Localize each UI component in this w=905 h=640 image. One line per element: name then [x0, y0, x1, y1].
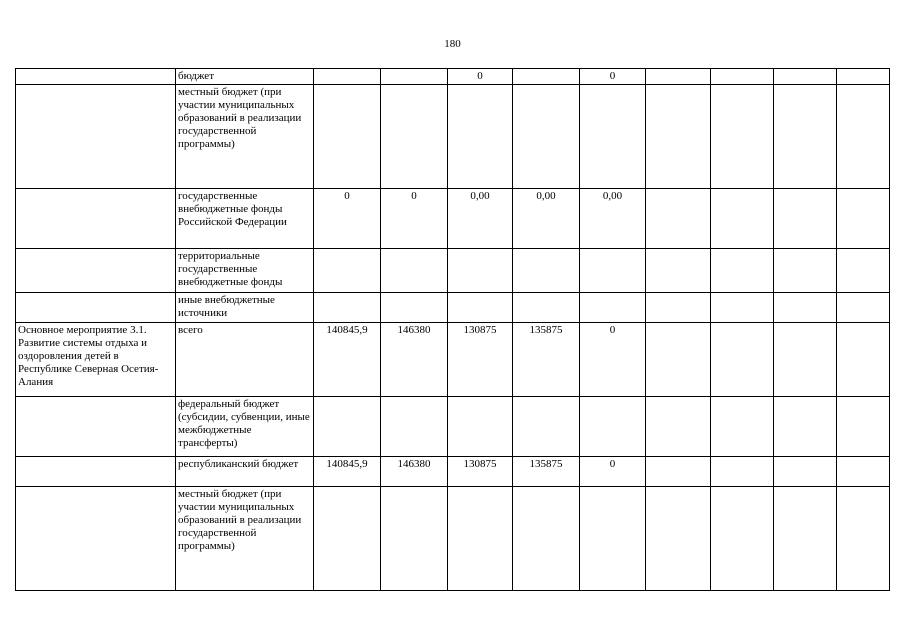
table-row — [16, 249, 890, 293]
value-cell — [711, 249, 774, 293]
value-cell: 0 — [580, 323, 646, 397]
page-number: 180 — [444, 38, 461, 50]
value-cell — [774, 457, 837, 487]
value-cell: 0,00 — [448, 189, 513, 249]
value-cell — [314, 85, 381, 189]
value-cell: 135875 — [513, 457, 580, 487]
event-cell — [16, 85, 176, 189]
value-cell — [314, 69, 381, 85]
budget-table — [15, 68, 890, 591]
value-cell — [513, 487, 580, 591]
value-cell — [774, 85, 837, 189]
value-cell — [774, 323, 837, 397]
table-row — [16, 69, 890, 85]
value-cell — [774, 189, 837, 249]
funding-source-cell: территориальные государственные внебюджетные фонды — [176, 249, 314, 293]
funding-source-cell: бюджет — [176, 69, 314, 85]
value-cell — [837, 85, 890, 189]
value-cell — [448, 85, 513, 189]
value-cell — [646, 69, 711, 85]
table-row — [16, 189, 890, 249]
funding-source-cell: государственные внебюджетные фонды Российской Федерации — [176, 189, 314, 249]
value-cell — [646, 249, 711, 293]
value-cell — [711, 323, 774, 397]
value-cell: 0 — [580, 457, 646, 487]
value-cell — [513, 69, 580, 85]
value-cell — [774, 249, 837, 293]
value-cell: 140845,9 — [314, 323, 381, 397]
value-cell — [837, 293, 890, 323]
value-cell — [381, 249, 448, 293]
funding-source-cell: местный бюджет (при участии муниципальных образований в реализации государственной программы) — [176, 85, 314, 189]
value-cell — [448, 293, 513, 323]
event-cell — [16, 69, 176, 85]
value-cell — [448, 487, 513, 591]
value-cell: 130875 — [448, 323, 513, 397]
value-cell — [646, 487, 711, 591]
event-cell: Основное мероприятие 3.1. Развитие системы отдыха и оздоровления детей в Республике Северная Осетия-Алания — [16, 323, 176, 397]
value-cell — [646, 323, 711, 397]
value-cell: 0 — [381, 189, 448, 249]
value-cell — [711, 457, 774, 487]
table-row — [16, 293, 890, 323]
value-cell — [314, 487, 381, 591]
funding-source-cell: республиканский бюджет — [176, 457, 314, 487]
event-cell — [16, 487, 176, 591]
value-cell — [774, 397, 837, 457]
value-cell — [774, 487, 837, 591]
value-cell — [837, 323, 890, 397]
value-cell — [837, 249, 890, 293]
value-cell — [711, 69, 774, 85]
value-cell — [646, 457, 711, 487]
value-cell — [513, 293, 580, 323]
value-cell — [837, 397, 890, 457]
value-cell — [646, 85, 711, 189]
value-cell — [837, 189, 890, 249]
value-cell — [837, 457, 890, 487]
event-cell — [16, 189, 176, 249]
value-cell — [513, 85, 580, 189]
value-cell — [711, 189, 774, 249]
funding-source-cell: всего — [176, 323, 314, 397]
value-cell — [448, 397, 513, 457]
value-cell: 130875 — [448, 457, 513, 487]
table-row — [16, 85, 890, 189]
value-cell — [381, 487, 448, 591]
funding-source-cell: федеральный бюджет (субсидии, субвенции, иные межбюджетные трансферты) — [176, 397, 314, 457]
value-cell — [580, 249, 646, 293]
value-cell — [513, 397, 580, 457]
event-cell — [16, 249, 176, 293]
value-cell: 140845,9 — [314, 457, 381, 487]
value-cell: 0 — [580, 69, 646, 85]
table-row — [16, 487, 890, 591]
value-cell — [381, 69, 448, 85]
value-cell — [774, 293, 837, 323]
value-cell — [837, 487, 890, 591]
value-cell: 146380 — [381, 457, 448, 487]
value-cell: 0 — [448, 69, 513, 85]
value-cell — [314, 397, 381, 457]
value-cell: 135875 — [513, 323, 580, 397]
value-cell — [646, 189, 711, 249]
value-cell — [774, 69, 837, 85]
value-cell — [381, 397, 448, 457]
value-cell: 146380 — [381, 323, 448, 397]
value-cell — [580, 397, 646, 457]
value-cell: 0 — [314, 189, 381, 249]
value-cell — [711, 487, 774, 591]
value-cell — [646, 293, 711, 323]
funding-source-cell: иные внебюджетные источники — [176, 293, 314, 323]
value-cell: 0,00 — [513, 189, 580, 249]
value-cell — [513, 249, 580, 293]
value-cell — [580, 85, 646, 189]
event-cell — [16, 457, 176, 487]
event-cell — [16, 293, 176, 323]
event-cell — [16, 397, 176, 457]
value-cell — [837, 69, 890, 85]
value-cell — [646, 397, 711, 457]
value-cell — [711, 85, 774, 189]
value-cell — [711, 293, 774, 323]
value-cell — [711, 397, 774, 457]
value-cell — [314, 249, 381, 293]
table-row — [16, 457, 890, 487]
value-cell — [314, 293, 381, 323]
table-row — [16, 397, 890, 457]
value-cell — [580, 487, 646, 591]
value-cell — [580, 293, 646, 323]
table-row — [16, 323, 890, 397]
value-cell — [381, 85, 448, 189]
value-cell: 0,00 — [580, 189, 646, 249]
value-cell — [381, 293, 448, 323]
value-cell — [448, 249, 513, 293]
funding-source-cell: местный бюджет (при участии муниципальных образований в реализации государственной программы) — [176, 487, 314, 591]
